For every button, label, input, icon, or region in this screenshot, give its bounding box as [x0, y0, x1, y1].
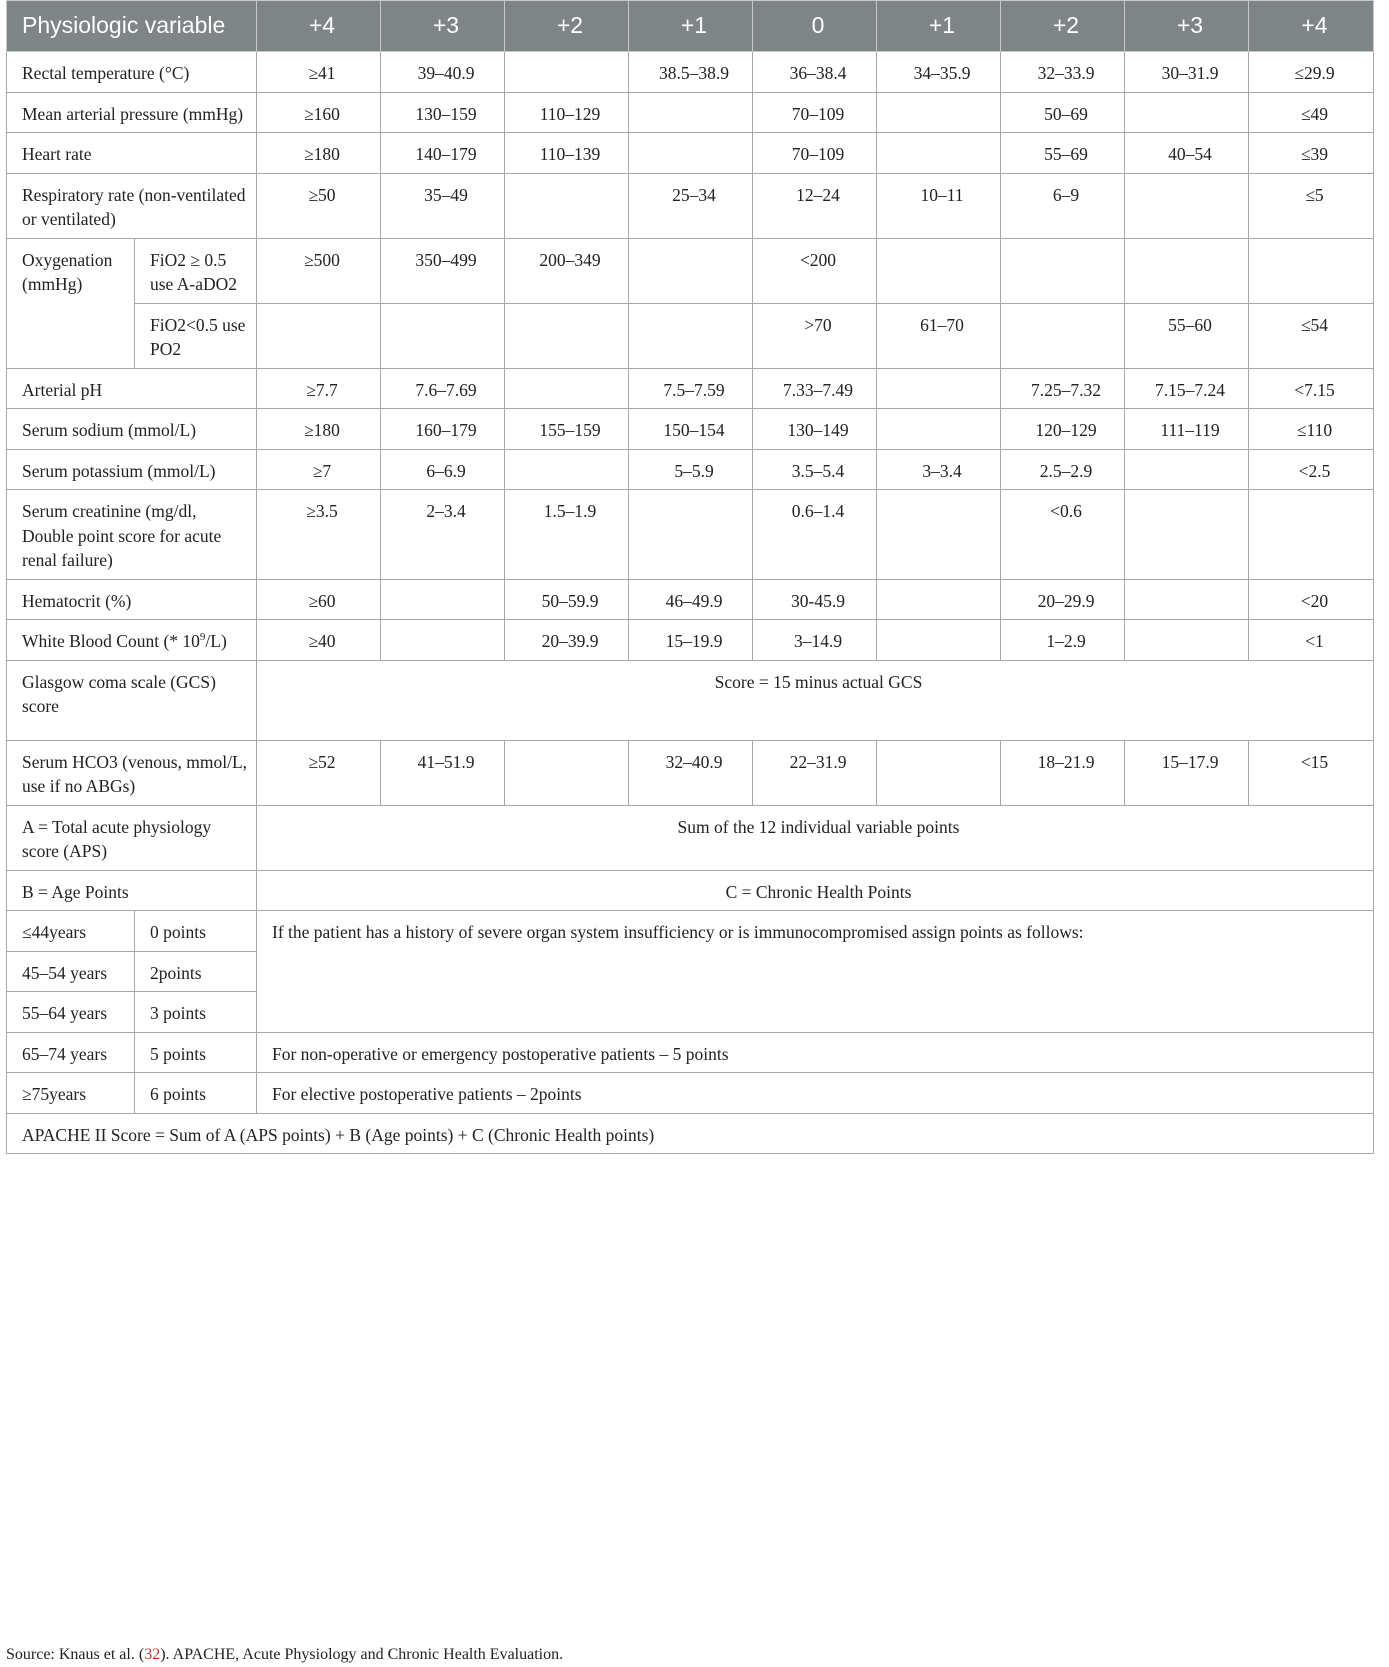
table-row [7, 805, 1374, 870]
value-cell [505, 173, 629, 238]
value-cell: ≤29.9 [1249, 52, 1374, 93]
value-cell [257, 303, 381, 368]
value-cell: <0.6 [1001, 490, 1125, 580]
value-cell [1125, 173, 1249, 238]
value-cell: 2–3.4 [381, 490, 505, 580]
value-cell: 3–14.9 [753, 620, 877, 661]
chronic-health-header: C = Chronic Health Points [257, 870, 1374, 911]
row-label: Serum creatinine (mg/dl, Double point score for acute renal failure) [7, 490, 257, 580]
row-label: Oxygenation (mmHg) [7, 238, 135, 368]
value-cell: 6–6.9 [381, 449, 505, 490]
row-label: Serum potassium (mmol/L) [7, 449, 257, 490]
age-points: 2points [135, 951, 257, 992]
value-cell: 111–119 [1125, 409, 1249, 450]
table-row [7, 238, 1374, 303]
value-cell: 160–179 [381, 409, 505, 450]
gcs-rule: Score = 15 minus actual GCS [257, 660, 1374, 740]
value-cell: 30–31.9 [1125, 52, 1249, 93]
age-range: 55–64 years [7, 992, 135, 1033]
value-cell: 46–49.9 [629, 579, 753, 620]
value-cell: ≥7.7 [257, 368, 381, 409]
row-label: Rectal temperature (°C) [7, 52, 257, 93]
table-row [7, 490, 1374, 580]
table-row [7, 1113, 1374, 1154]
value-cell: 5–5.9 [629, 449, 753, 490]
value-cell [877, 740, 1001, 805]
value-cell: ≤5 [1249, 173, 1374, 238]
value-cell: 15–17.9 [1125, 740, 1249, 805]
value-cell [877, 368, 1001, 409]
row-label [7, 620, 257, 661]
age-points: 0 points [135, 911, 257, 952]
value-cell: ≤54 [1249, 303, 1374, 368]
header-score: +4 [1249, 1, 1374, 52]
value-cell [629, 238, 753, 303]
table-row [7, 660, 1374, 740]
value-cell: 1–2.9 [1001, 620, 1125, 661]
value-cell [505, 740, 629, 805]
value-cell: ≥40 [257, 620, 381, 661]
value-cell [505, 449, 629, 490]
value-cell: 7.33–7.49 [753, 368, 877, 409]
value-cell: 20–29.9 [1001, 579, 1125, 620]
value-cell: <15 [1249, 740, 1374, 805]
row-label: A = Total acute physiology score (APS) [7, 805, 257, 870]
table-source-note [6, 1646, 563, 1664]
value-cell: ≥50 [257, 173, 381, 238]
value-cell: 3–3.4 [877, 449, 1001, 490]
age-points-header: B = Age Points [7, 870, 257, 911]
age-points: 3 points [135, 992, 257, 1033]
value-cell [877, 579, 1001, 620]
value-cell: 200–349 [505, 238, 629, 303]
row-label: Glasgow coma scale (GCS) score [7, 660, 257, 740]
row-label: Serum HCO3 (venous, mmol/L, use if no ABGs) [7, 740, 257, 805]
value-cell: ≥7 [257, 449, 381, 490]
chronic-intro: If the patient has a history of severe organ system insufficiency or is immunocompromised assign points as follows: [257, 911, 1374, 1033]
row-label: Mean arterial pressure (mmHg) [7, 92, 257, 133]
value-cell [1125, 449, 1249, 490]
value-cell [505, 303, 629, 368]
value-cell: ≤49 [1249, 92, 1374, 133]
value-cell [877, 133, 1001, 174]
table-row [7, 740, 1374, 805]
header-score: 0 [753, 1, 877, 52]
value-cell: 7.6–7.69 [381, 368, 505, 409]
value-cell [1125, 238, 1249, 303]
header-score: +3 [1125, 1, 1249, 52]
value-cell: 38.5–38.9 [629, 52, 753, 93]
age-range: ≥75years [7, 1073, 135, 1114]
table-row [7, 1073, 1374, 1114]
value-cell: ≥3.5 [257, 490, 381, 580]
value-cell: 110–139 [505, 133, 629, 174]
value-cell: <2.5 [1249, 449, 1374, 490]
value-cell [381, 620, 505, 661]
header-score: +1 [629, 1, 753, 52]
value-cell: ≥52 [257, 740, 381, 805]
value-cell [505, 368, 629, 409]
apache-total-formula: APACHE II Score = Sum of A (APS points) + B (Age points) + C (Chronic Health points) [7, 1113, 1374, 1154]
value-cell: 110–129 [505, 92, 629, 133]
table-row [7, 133, 1374, 174]
value-cell: 40–54 [1125, 133, 1249, 174]
value-cell [1001, 303, 1125, 368]
value-cell: 25–34 [629, 173, 753, 238]
value-cell: 120–129 [1001, 409, 1125, 450]
value-cell: 61–70 [877, 303, 1001, 368]
value-cell [381, 579, 505, 620]
row-label: Heart rate [7, 133, 257, 174]
header-score: +2 [1001, 1, 1125, 52]
value-cell [877, 238, 1001, 303]
value-cell: 30-45.9 [753, 579, 877, 620]
value-cell [505, 52, 629, 93]
value-cell: 6–9 [1001, 173, 1125, 238]
age-range: 65–74 years [7, 1032, 135, 1073]
value-cell [629, 303, 753, 368]
row-label: Hematocrit (%) [7, 579, 257, 620]
value-cell: >70 [753, 303, 877, 368]
value-cell: 155–159 [505, 409, 629, 450]
value-cell [629, 133, 753, 174]
row-sublabel: FiO2<0.5 use PO2 [135, 303, 257, 368]
value-cell [877, 490, 1001, 580]
value-cell: 10–11 [877, 173, 1001, 238]
value-cell: 3.5–5.4 [753, 449, 877, 490]
age-range: 45–54 years [7, 951, 135, 992]
wbc-label-a: White Blood Count (* 10 [22, 631, 200, 651]
value-cell: ≥160 [257, 92, 381, 133]
value-cell: 70–109 [753, 133, 877, 174]
value-cell: 7.5–7.59 [629, 368, 753, 409]
value-cell [877, 620, 1001, 661]
table-row [7, 52, 1374, 93]
table-row [7, 409, 1374, 450]
chronic-nonoperative: For non-operative or emergency postoperative patients – 5 points [257, 1032, 1374, 1073]
header-score: +2 [505, 1, 629, 52]
header-row [7, 1, 1374, 52]
value-cell: ≤110 [1249, 409, 1374, 450]
row-label: Respiratory rate (non-ventilated or ventilated) [7, 173, 257, 238]
table-row [7, 173, 1374, 238]
value-cell [877, 409, 1001, 450]
value-cell: 22–31.9 [753, 740, 877, 805]
value-cell: <20 [1249, 579, 1374, 620]
value-cell: 34–35.9 [877, 52, 1001, 93]
value-cell: <200 [753, 238, 877, 303]
value-cell: ≥41 [257, 52, 381, 93]
value-cell: 55–69 [1001, 133, 1125, 174]
table-row [7, 449, 1374, 490]
value-cell: ≥180 [257, 409, 381, 450]
header-score: +1 [877, 1, 1001, 52]
value-cell: 2.5–2.9 [1001, 449, 1125, 490]
apache-ii-table [6, 0, 1374, 1154]
apache-table-container [6, 0, 1374, 1154]
value-cell [1125, 92, 1249, 133]
value-cell: 7.25–7.32 [1001, 368, 1125, 409]
value-cell [1001, 238, 1125, 303]
value-cell [629, 490, 753, 580]
value-cell: 50–59.9 [505, 579, 629, 620]
value-cell: <7.15 [1249, 368, 1374, 409]
value-cell: ≥180 [257, 133, 381, 174]
age-points: 6 points [135, 1073, 257, 1114]
value-cell: 130–149 [753, 409, 877, 450]
value-cell: 140–179 [381, 133, 505, 174]
value-cell: 55–60 [1125, 303, 1249, 368]
table-row [7, 870, 1374, 911]
value-cell: 41–51.9 [381, 740, 505, 805]
value-cell: 150–154 [629, 409, 753, 450]
header-score: +3 [381, 1, 505, 52]
table-row [7, 303, 1374, 368]
value-cell [629, 92, 753, 133]
value-cell: 350–499 [381, 238, 505, 303]
table-row [7, 911, 1374, 952]
table-row [7, 92, 1374, 133]
wbc-label-b: /L) [205, 631, 227, 651]
row-sublabel: FiO2 ≥ 0.5 use A-aDO2 [135, 238, 257, 303]
value-cell: 0.6–1.4 [753, 490, 877, 580]
value-cell: 15–19.9 [629, 620, 753, 661]
row-label: Arterial pH [7, 368, 257, 409]
reference-link[interactable]: 32 [144, 1646, 161, 1663]
chronic-elective: For elective postoperative patients – 2points [257, 1073, 1374, 1114]
value-cell: ≤39 [1249, 133, 1374, 174]
value-cell: 18–21.9 [1001, 740, 1125, 805]
value-cell: 39–40.9 [381, 52, 505, 93]
value-cell: 130–159 [381, 92, 505, 133]
value-cell: ≥60 [257, 579, 381, 620]
table-row [7, 1032, 1374, 1073]
aps-rule: Sum of the 12 individual variable points [257, 805, 1374, 870]
header-variable: Physiologic variable [7, 1, 257, 52]
wbc-label-sup: 9 [199, 631, 206, 644]
table-row [7, 579, 1374, 620]
value-cell: 1.5–1.9 [505, 490, 629, 580]
value-cell [381, 303, 505, 368]
value-cell: 70–109 [753, 92, 877, 133]
value-cell [1125, 620, 1249, 661]
value-cell [1125, 579, 1249, 620]
header-score: +4 [257, 1, 381, 52]
value-cell: 32–33.9 [1001, 52, 1125, 93]
value-cell: 20–39.9 [505, 620, 629, 661]
value-cell [1249, 238, 1374, 303]
value-cell [1125, 490, 1249, 580]
value-cell: ≥500 [257, 238, 381, 303]
value-cell [1249, 490, 1374, 580]
source-prefix: Source: Knaus et al. ( [6, 1646, 145, 1663]
row-label: Serum sodium (mmol/L) [7, 409, 257, 450]
source-suffix: ). APACHE, Acute Physiology and Chronic Health Evaluation. [160, 1646, 564, 1663]
value-cell: 35–49 [381, 173, 505, 238]
value-cell: 32–40.9 [629, 740, 753, 805]
table-row [7, 620, 1374, 661]
value-cell: 36–38.4 [753, 52, 877, 93]
value-cell: 12–24 [753, 173, 877, 238]
value-cell: 7.15–7.24 [1125, 368, 1249, 409]
value-cell: <1 [1249, 620, 1374, 661]
value-cell: 50–69 [1001, 92, 1125, 133]
value-cell [877, 92, 1001, 133]
age-range: ≤44years [7, 911, 135, 952]
table-row [7, 368, 1374, 409]
age-points: 5 points [135, 1032, 257, 1073]
